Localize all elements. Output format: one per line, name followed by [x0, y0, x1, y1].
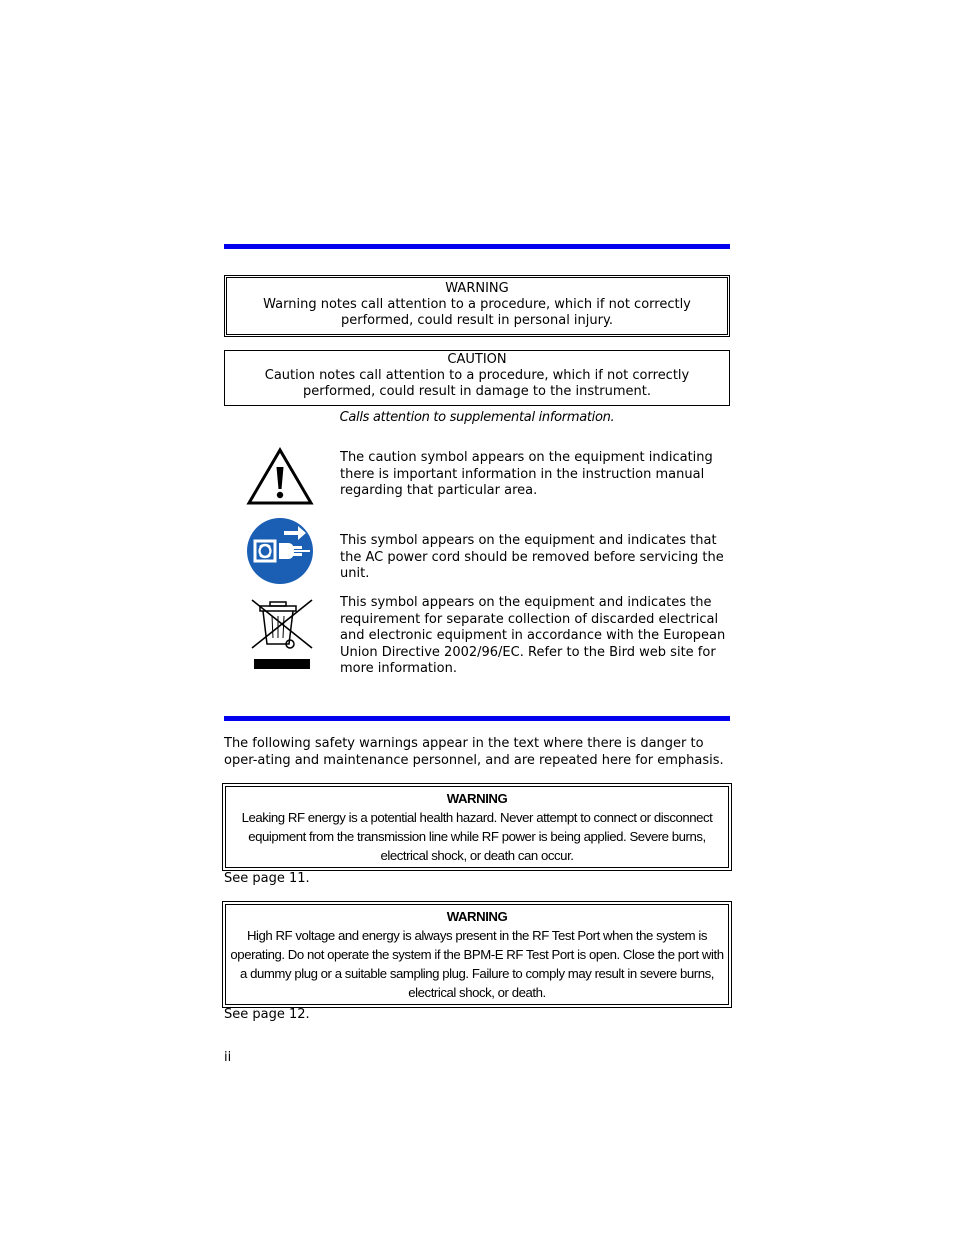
safety-warning-box-2	[222, 901, 732, 1008]
section-rule-top	[224, 244, 730, 249]
symbol-weee-text: This symbol appears on the equipment and indicates the requirement for separate collection of discarded electrical and electronic equipment in accordance with the European Union Directive 2002/96/EC. Refer to the Bird web site for more information.	[340, 595, 726, 676]
symbol-row-caution	[224, 447, 730, 507]
warning-triangle-icon	[246, 447, 314, 511]
safety-warning-box-1	[222, 783, 732, 871]
caution-box-title: CAUTION	[447, 352, 507, 367]
note-description: Calls attention to supplemental information.	[339, 410, 615, 425]
safety-intro-paragraph: The following safety warnings appear in the text where there is danger to oper-ating and maintenance personnel, and are repeated here for emphasis.	[224, 736, 724, 768]
warning-box-title: WARNING	[445, 281, 509, 296]
weee-crossed-bin-icon	[250, 598, 314, 676]
symbol-caution-text: The caution symbol appears on the equipment indicating there is important information in the instruction manual regarding that particular area.	[340, 450, 713, 498]
see-page-reference-2: See page 12.	[224, 1007, 310, 1022]
caution-definition-box	[224, 350, 730, 406]
safety-warning-2-text: High RF voltage and energy is always present in the RF Test Port when the system is operating. Do not operate the system if the BPM-E RF Test Port is open. Close the port with a dummy plug or a suitable sampling plug. Failure to comply may result in severe burns, electrical shock, or death.	[230, 928, 724, 1000]
safety-warning-1-title: WARNING	[446, 791, 508, 806]
caution-box-text: Caution notes call attention to a procedure, which if not correctly performed, could result in damage to the instrument.	[264, 368, 690, 399]
safety-warning-2-title: WARNING	[446, 909, 508, 924]
symbol-row-weee	[224, 595, 730, 678]
page-number: ii	[224, 1050, 232, 1065]
symbol-row-unplug	[224, 517, 730, 587]
warning-box-text: Warning notes call attention to a procedure, which if not correctly performed, could result in personal injury.	[263, 297, 691, 328]
unplug-power-icon	[246, 517, 314, 589]
see-page-reference-1: See page 11.	[224, 871, 310, 886]
section-rule-safety	[224, 716, 730, 721]
warning-definition-box	[224, 275, 730, 337]
symbol-unplug-text: This symbol appears on the equipment and indicates that the AC power cord should be removed before servicing the unit.	[340, 533, 724, 581]
safety-warning-1-text: Leaking RF energy is a potential health hazard. Never attempt to connect or disconnect equipment from the transmission line while RF power is being applied. Severe burns, electrical shock, or death can occur.	[241, 810, 713, 863]
